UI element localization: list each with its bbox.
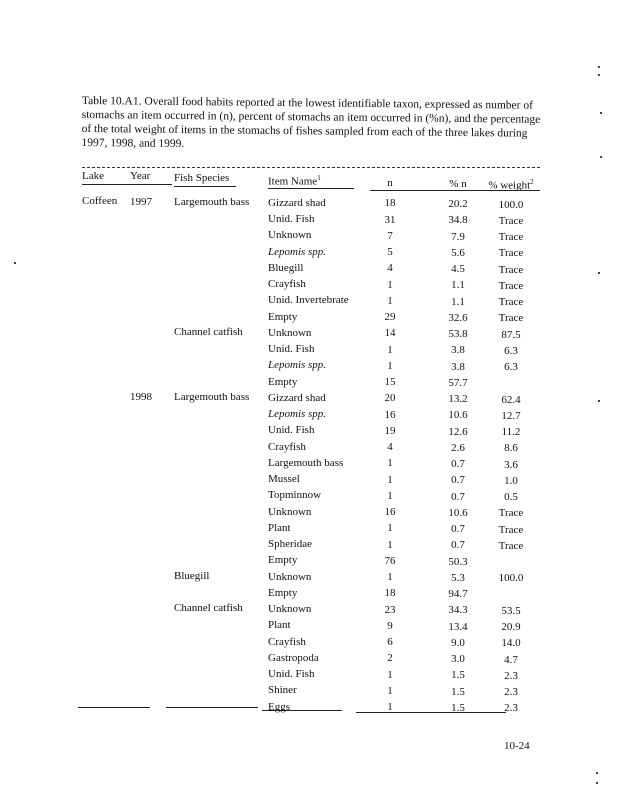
cell-pct-weight: 0.5 [504,491,518,504]
cell-pct-weight: Trace [498,507,524,520]
col-header-lake: Lake [82,170,104,182]
cell-n: 1 [387,684,393,697]
cell-pct-n: 34.3 [448,604,468,617]
cell-n: 1 [387,359,393,372]
cell-pct-n: 2.6 [451,441,465,454]
cell-pct-weight: Trace [498,312,524,325]
cell-pct-weight: 87.5 [501,328,521,341]
cell-n: 1 [387,701,393,714]
cell-item: Lepomis spp. [268,408,327,421]
header-bottom-rule-4 [370,190,540,191]
cell-pct-weight: 14.0 [501,637,521,650]
cell-pct-weight: Trace [498,539,524,552]
cell-pct-weight: 6.3 [504,344,518,357]
cell-n: 18 [384,587,396,600]
cell-item: Lepomis spp. [268,245,327,258]
cell-n: 7 [387,229,393,242]
col-header-year: Year [130,170,151,182]
cell-pct-n: 34.8 [448,214,468,227]
cell-pct-n: 57.7 [448,376,468,389]
cell-n: 15 [384,376,396,389]
cell-n: 76 [384,554,396,567]
cell-item: Unknown [268,570,312,583]
scan-speck [596,772,598,774]
cell-item: Crayfish [268,440,306,453]
cell-n: 1 [387,343,393,356]
cell-pct-weight: 2.3 [504,702,518,715]
col-header-pct-weight: % weight$^2$ [488,178,534,192]
cell-n: 1 [387,489,393,502]
cell-lake: Coffeen [82,195,118,207]
header-bottom-rule-2 [174,186,236,187]
scan-speck [600,112,602,114]
cell-year: 1997 [130,195,152,208]
page-number: 10-24 [504,740,530,752]
cell-pct-weight: 3.6 [504,458,518,471]
cell-pct-weight: 12.7 [501,409,521,422]
cell-n: 9 [387,619,393,632]
cell-n: 1 [387,294,393,307]
scan-speck [598,74,600,76]
header-bottom-rule-3 [268,188,354,189]
cell-n: 16 [384,408,396,421]
cell-n: 19 [384,424,396,437]
cell-n: 1 [387,668,393,681]
cell-item: Unid. Invertebrate [268,294,349,307]
cell-n: 1 [387,473,393,486]
cell-pct-n: 13.2 [448,393,468,405]
cell-n: 18 [384,197,396,210]
cell-pct-n: 13.4 [448,620,468,633]
table-caption: Table 10.A1. Overall food habits reported at the lowest identifiable taxon, expressed as number of stomachs an item occurred in (n), percent of stomachs an item occurred in (%n), and the percentage of the total weight of items in the stomachs of fishes sampled from each of the three lakes during 1997, 1998, and 1999. [81,94,541,151]
cell-year: 1998 [130,390,152,403]
cell-n: 14 [384,327,396,340]
cell-species: Channel catfish [174,326,243,339]
cell-item: Unid. Fish [268,343,315,356]
cell-pct-weight: 20.9 [501,621,521,634]
cell-item: Empty [268,554,298,567]
cell-n: 31 [384,213,396,226]
cell-n: 20 [384,392,396,405]
cell-pct-n: 4.5 [451,263,465,275]
cell-item: Unknown [268,505,312,518]
col-header-pct-n: % n [449,178,467,190]
cell-item: Unid. Fish [268,668,315,681]
cell-pct-weight: Trace [498,247,524,260]
table-bottom-rule-3 [262,710,342,711]
cell-n: 29 [384,311,396,324]
cell-n: 2 [387,652,393,665]
cell-pct-weight: Trace [498,296,524,309]
table-bottom-rule-2 [166,707,258,708]
cell-pct-n: 5.6 [451,246,465,259]
cell-n: 6 [387,636,393,649]
cell-n: 4 [387,262,393,275]
cell-pct-weight: Trace [498,231,524,244]
cell-pct-n: 0.7 [451,523,465,535]
cell-pct-weight: 8.6 [504,442,518,455]
cell-pct-n: 3.8 [451,344,465,357]
cell-n: 1 [387,538,393,551]
scan-speck [598,272,600,274]
cell-species: Channel catfish [174,602,243,615]
scan-speck [598,66,600,68]
cell-pct-n: 1.1 [451,295,465,308]
scan-speck [596,782,598,784]
header-top-rule [82,167,540,168]
cell-pct-weight: 62.4 [501,393,521,406]
cell-item: Empty [268,375,298,388]
cell-pct-weight: 1.0 [504,474,518,487]
cell-n: 5 [387,246,393,259]
cell-pct-n: 0.7 [451,490,465,503]
cell-pct-n: 0.7 [451,458,465,470]
cell-n: 1 [387,522,393,535]
cell-item: Largemouth bass [268,456,344,469]
cell-pct-n: 12.6 [448,425,468,438]
cell-pct-n: 32.6 [448,311,468,324]
cell-item: Plant [268,521,291,534]
cell-item: Eggs [268,700,290,713]
cell-n: 1 [387,571,393,584]
cell-pct-weight: 4.7 [504,653,518,666]
cell-item: Gizzard shad [268,391,326,404]
cell-pct-n: 20.2 [448,198,468,210]
col-header-item: Item Name$^1$ [268,174,321,188]
cell-n: 16 [384,506,396,519]
header-bottom-rule [82,184,172,185]
cell-n: 1 [387,278,393,291]
cell-pct-n: 0.7 [451,474,465,487]
cell-pct-n: 10.6 [448,506,468,519]
cell-item: Crayfish [268,635,306,648]
cell-pct-n: 5.3 [451,571,465,584]
cell-pct-n: 10.6 [448,409,468,422]
scan-speck [14,262,16,264]
cell-pct-weight: 6.3 [504,361,518,374]
cell-pct-n: 0.7 [451,539,465,552]
cell-pct-n: 1.5 [451,669,465,682]
cell-pct-n: 3.8 [451,360,465,373]
scan-speck [600,156,602,158]
cell-pct-weight: 11.2 [501,426,521,439]
cell-pct-n: 9.0 [451,636,465,649]
cell-item: Unid. Fish [268,213,315,226]
cell-pct-n: 1.1 [451,279,465,292]
cell-item: Unid. Fish [268,424,315,437]
cell-pct-n: 94.7 [448,588,468,600]
cell-item: Lepomis spp. [268,359,327,372]
table-bottom-rule [78,707,150,708]
cell-pct-weight: Trace [498,263,524,276]
cell-species: Largemouth bass [174,196,250,209]
cell-pct-weight: 2.3 [504,669,518,682]
cell-pct-weight: 100.0 [498,198,524,211]
cell-item: Spheridae [268,538,312,551]
cell-item: Mussel [268,473,300,486]
cell-item: Shiner [268,684,297,697]
cell-pct-n: 7.9 [451,230,465,243]
cell-pct-weight: 2.3 [504,686,518,699]
cell-pct-weight: Trace [498,279,524,292]
cell-item: Bluegill [268,261,304,274]
scan-speck [598,400,600,402]
cell-pct-n: 50.3 [448,555,468,568]
cell-species: Largemouth bass [174,391,250,404]
cell-item: Unknown [268,603,312,616]
cell-pct-n: 53.8 [448,328,468,340]
table-bottom-rule-4 [356,712,506,713]
cell-pct-weight: 53.5 [501,604,521,617]
cell-n: 23 [384,603,396,616]
cell-item: Gizzard shad [268,196,326,209]
cell-item: Unknown [268,326,312,339]
cell-item: Plant [268,619,291,632]
col-header-n: n [387,177,393,189]
cell-pct-weight: Trace [498,214,524,227]
cell-species: Bluegill [174,569,210,582]
cell-pct-n: 1.5 [451,685,465,698]
cell-item: Gastropoda [268,651,319,664]
cell-pct-weight: 100.0 [498,572,524,585]
cell-item: Empty [268,586,298,599]
cell-item: Crayfish [268,278,306,291]
cell-pct-n: 1.5 [451,701,465,714]
cell-n: 4 [387,441,393,454]
cell-item: Empty [268,310,298,323]
cell-item: Unknown [268,229,312,242]
col-header-species: Fish Species [174,172,230,184]
cell-pct-weight: Trace [498,523,524,536]
cell-item: Topminnow [268,489,322,502]
cell-n: 1 [387,457,393,470]
cell-pct-n: 3.0 [451,653,465,665]
